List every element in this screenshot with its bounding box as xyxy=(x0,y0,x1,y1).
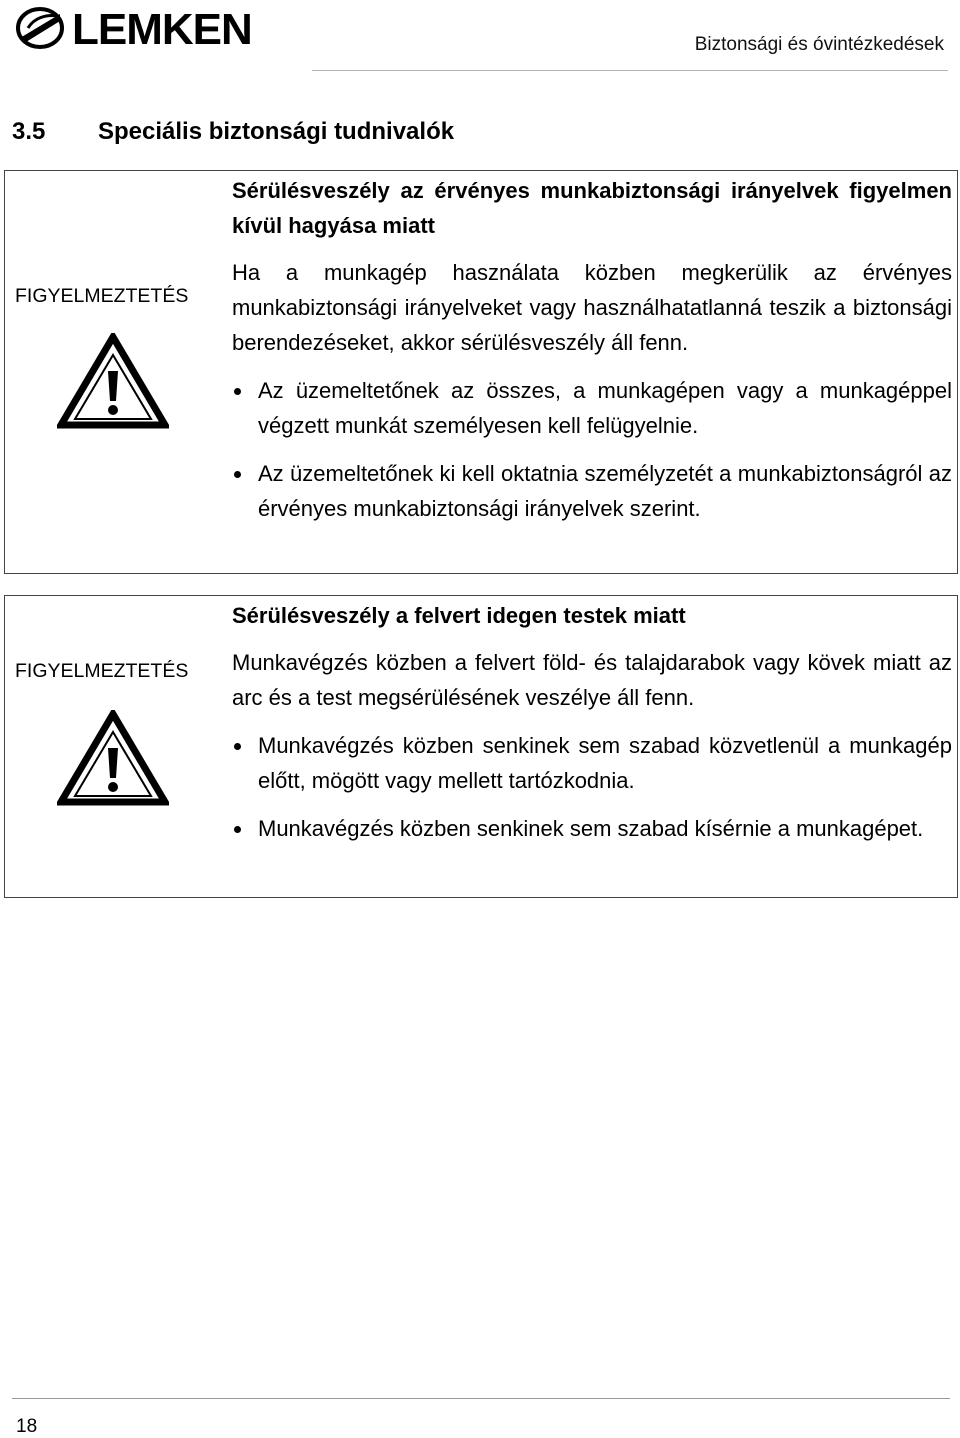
warning-box-2 xyxy=(4,595,958,898)
list-item: Az üzemeltetőnek ki kell oktatnia személyzetét a munkabiztonságról az érvényes munkabiztonsági irányelvek szerint. xyxy=(232,456,952,526)
page-header xyxy=(0,0,960,72)
footer-rule xyxy=(12,1398,950,1399)
warning-content xyxy=(232,171,952,526)
section-heading xyxy=(12,118,454,146)
lemken-logo xyxy=(16,4,298,52)
warning-content xyxy=(232,598,952,846)
warning-triangle-icon xyxy=(57,710,169,806)
warning-title: Sérülésveszély a felvert idegen testek miatt xyxy=(232,603,686,628)
warning-body: Ha a munkagép használata közben megkerülik az érvényes munkabiztonsági irányelveket vagy használhatatlanná teszik a biztonsági berendezéseket, akkor sérülésveszély áll fenn. xyxy=(232,260,952,355)
header-rule xyxy=(312,70,948,71)
warning-label: FIGYELMEZTETÉS xyxy=(15,660,189,682)
logo-wordmark: LEMKEN xyxy=(72,5,252,52)
warning-body: Munkavégzés közben a felvert föld- és talajdarabok vagy kövek miatt az arc és a test megsérülésének veszélye áll fenn. xyxy=(232,650,952,710)
list-item: Az üzemeltetőnek az összes, a munkagépen vagy a munkagéppel végzett munkát személyesen kell felügyelnie. xyxy=(232,373,952,443)
section-number: 3.5 xyxy=(12,118,46,145)
warning-box-1 xyxy=(4,170,958,574)
section-title: Speciális biztonsági tudnivalók xyxy=(98,118,455,145)
warning-list xyxy=(232,373,952,526)
list-item: Munkavégzés közben senkinek sem szabad közvetlenül a munkagép előtt, mögött vagy mellett tartózkodnia. xyxy=(232,728,952,798)
warning-label: FIGYELMEZTETÉS xyxy=(15,285,189,307)
page-number: 18 xyxy=(16,1416,38,1437)
header-title: Biztonsági és óvintézkedések xyxy=(694,34,944,55)
list-item: Munkavégzés közben senkinek sem szabad kísérnie a munkagépet. xyxy=(232,811,952,846)
warning-title: Sérülésveszély az érvényes munkabiztonsági irányelvek figyelmen kívül hagyása miatt xyxy=(232,178,952,238)
warning-list xyxy=(232,728,952,846)
warning-triangle-icon xyxy=(57,333,169,429)
